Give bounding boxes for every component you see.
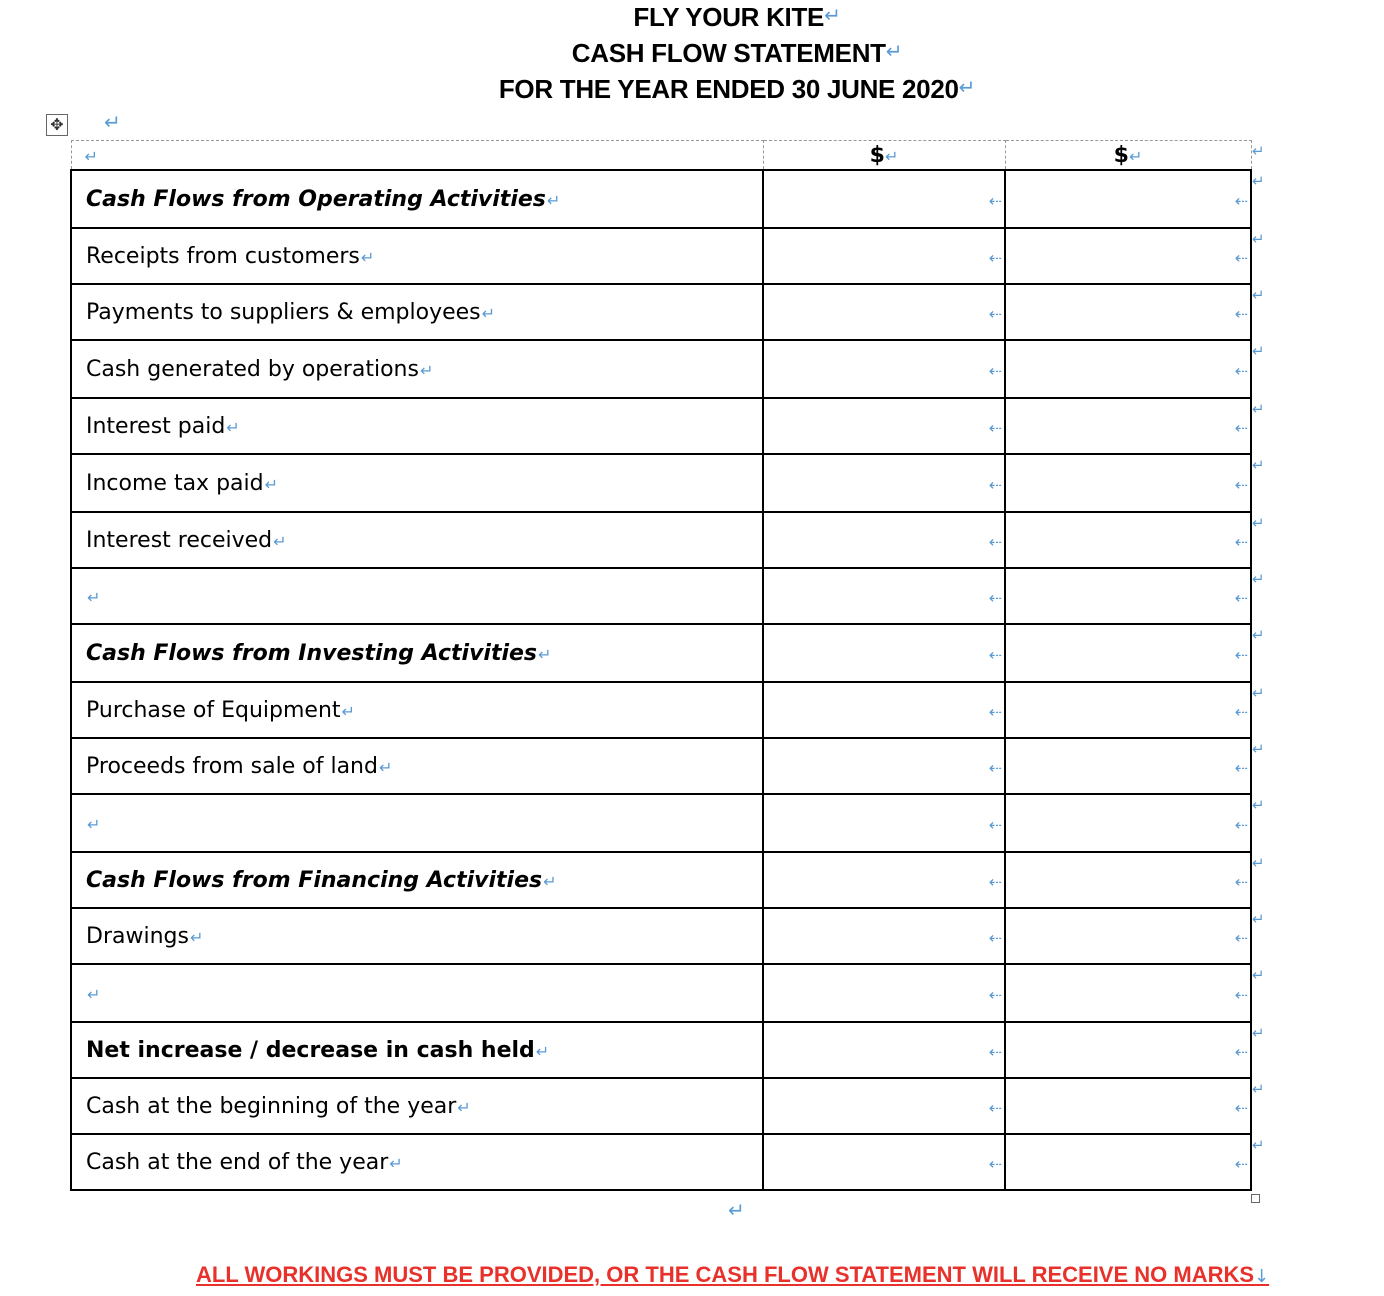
table-row xyxy=(71,1134,1251,1190)
amount-cell-1[interactable] xyxy=(763,1078,1005,1134)
row-label-cell[interactable] xyxy=(71,284,763,340)
cell-end-mark-icon: ⇠ xyxy=(988,304,1002,324)
row-label-cell[interactable] xyxy=(71,908,763,964)
cell-end-mark-icon: ⇠ xyxy=(1234,815,1248,835)
cell-end-mark-icon: ⇠ xyxy=(1234,1098,1248,1118)
row-label-cell[interactable] xyxy=(71,454,763,512)
row-label-cell[interactable] xyxy=(71,228,763,284)
paragraph-mark-icon: ↵ xyxy=(378,757,393,777)
row-end-mark-icon: ↵ xyxy=(1252,1024,1265,1042)
amount-cell-2[interactable] xyxy=(1005,682,1251,738)
cell-end-mark-icon: ⇠ xyxy=(1234,872,1248,892)
table-resize-handle-icon[interactable] xyxy=(1251,1194,1260,1203)
cell-end-mark-icon: ⇠ xyxy=(988,248,1002,268)
row-label: Cash generated by operations xyxy=(86,356,419,382)
row-label-cell[interactable] xyxy=(71,794,763,852)
amount-cell-2[interactable] xyxy=(1005,228,1251,284)
cell-end-mark-icon: ⇠ xyxy=(1234,361,1248,381)
row-end-mark-icon: ↵ xyxy=(1252,626,1265,644)
row-label: Interest received xyxy=(86,527,273,553)
paragraph-mark-icon: ↵ xyxy=(189,927,204,947)
amount-cell-1[interactable] xyxy=(763,454,1005,512)
row-end-mark-icon: ↵ xyxy=(1252,456,1265,474)
row-end-mark-icon: ↵ xyxy=(1252,1136,1265,1154)
cell-end-mark-icon: ⇠ xyxy=(1234,191,1248,211)
amount-cell-1[interactable] xyxy=(763,682,1005,738)
row-label-cell[interactable] xyxy=(71,170,763,228)
paragraph-mark-icon: ↵ xyxy=(389,1153,403,1173)
amount-cell-1[interactable] xyxy=(763,624,1005,682)
table-header-row xyxy=(71,141,1251,171)
cell-end-mark-icon: ⇠ xyxy=(1234,702,1248,722)
paragraph-mark-icon: ↵ xyxy=(273,531,287,551)
row-label: Proceeds from sale of land xyxy=(86,753,378,779)
paragraph-mark-icon: ↵ xyxy=(885,39,903,63)
paragraph-mark-icon: ↵ xyxy=(341,701,355,721)
paragraph-mark-icon: ↵ xyxy=(824,3,841,27)
amount-cell-2[interactable] xyxy=(1005,398,1251,454)
row-label-cell[interactable] xyxy=(71,738,763,794)
row-label: Payments to suppliers & employees xyxy=(86,299,481,325)
table-row xyxy=(71,908,1251,964)
amount-cell-2[interactable] xyxy=(1005,1078,1251,1134)
table-row xyxy=(71,512,1251,568)
amount-cell-2[interactable] xyxy=(1005,794,1251,852)
row-label-cell[interactable] xyxy=(71,682,763,738)
paragraph-mark-icon: ↵ xyxy=(481,303,496,323)
paragraph-mark-icon: ↵ xyxy=(84,146,98,166)
table-row xyxy=(71,738,1251,794)
row-label-cell[interactable] xyxy=(71,568,763,624)
row-label: Cash Flows from Operating Activities xyxy=(86,186,546,212)
row-end-mark-icon: ↵ xyxy=(1252,172,1265,190)
table-row xyxy=(71,228,1251,284)
cell-end-mark-icon: ⇠ xyxy=(1234,1154,1248,1174)
cell-end-mark-icon: ⇠ xyxy=(988,815,1002,835)
amount-cell-2[interactable] xyxy=(1005,852,1251,908)
amount-cell-1[interactable] xyxy=(763,398,1005,454)
paragraph-mark-icon: ↵ xyxy=(104,110,121,134)
row-end-mark-icon: ↵ xyxy=(1252,514,1265,532)
amount-cell-1[interactable] xyxy=(763,852,1005,908)
cash-flow-table xyxy=(70,140,1252,1191)
row-end-mark-icon: ↵ xyxy=(1252,286,1265,304)
amount-cell-1[interactable] xyxy=(763,170,1005,228)
amount-cell-2[interactable] xyxy=(1005,340,1251,398)
cell-end-mark-icon: ⇠ xyxy=(1234,304,1248,324)
cell-end-mark-icon: ⇠ xyxy=(988,191,1002,211)
amount-cell-2[interactable] xyxy=(1005,1134,1251,1190)
paragraph-mark-icon: ↵ xyxy=(728,1198,745,1222)
row-end-mark-icon: ↵ xyxy=(1252,142,1265,160)
amount-cell-2[interactable] xyxy=(1005,170,1251,228)
cell-end-mark-icon: ⇠ xyxy=(1234,985,1248,1005)
table-row xyxy=(71,568,1251,624)
paragraph-mark-icon: ↵ xyxy=(87,984,101,1004)
row-end-mark-icon: ↵ xyxy=(1252,570,1265,588)
amount-cell-2[interactable] xyxy=(1005,908,1251,964)
amount-cell-2[interactable] xyxy=(1005,568,1251,624)
row-end-mark-icon: ↵ xyxy=(1252,1080,1265,1098)
paragraph-mark-icon: ↵ xyxy=(457,1097,471,1117)
cell-end-mark-icon: ⇠ xyxy=(1234,475,1248,495)
cell-end-mark-icon: ⇠ xyxy=(988,1098,1002,1118)
workings-warning-note: ALL WORKINGS MUST BE PROVIDED, OR THE CASH FLOW STATEMENT WILL RECEIVE NO MARKS↓ xyxy=(196,1262,1270,1287)
row-label: Net increase / decrease in cash held xyxy=(86,1037,535,1063)
cell-end-mark-icon: ⇠ xyxy=(1234,1042,1248,1062)
row-label: Drawings xyxy=(86,923,189,949)
table-row xyxy=(71,964,1251,1022)
cell-end-mark-icon: ⇠ xyxy=(1234,248,1248,268)
cell-end-mark-icon: ⇠ xyxy=(988,361,1002,381)
header-amount-column-1[interactable]: $↵ xyxy=(763,141,1005,171)
cell-end-mark-icon: ⇠ xyxy=(988,1042,1002,1062)
paragraph-mark-icon: ↵ xyxy=(419,360,434,380)
row-label-cell[interactable] xyxy=(71,624,763,682)
paragraph-mark-icon: ↵ xyxy=(264,474,278,494)
paragraph-mark-icon: ↵ xyxy=(360,247,375,267)
table-row xyxy=(71,284,1251,340)
paragraph-mark-icon: ↵ xyxy=(535,1041,550,1061)
amount-cell-1[interactable] xyxy=(763,1134,1005,1190)
paragraph-mark-icon: ↵ xyxy=(546,190,561,210)
statement-period: FOR THE YEAR ENDED 30 JUNE 2020↵ xyxy=(498,74,976,104)
amount-cell-2[interactable] xyxy=(1005,512,1251,568)
cell-end-mark-icon: ⇠ xyxy=(988,702,1002,722)
row-label: Cash Flows from Investing Activities xyxy=(86,640,538,666)
cell-end-mark-icon: ⇠ xyxy=(1234,645,1248,665)
row-label-cell[interactable] xyxy=(71,1134,763,1190)
cell-end-mark-icon: ⇠ xyxy=(988,872,1002,892)
table-row xyxy=(71,454,1251,512)
row-label-cell[interactable] xyxy=(71,852,763,908)
amount-cell-2[interactable] xyxy=(1005,624,1251,682)
cell-end-mark-icon: ⇠ xyxy=(988,475,1002,495)
amount-cell-2[interactable] xyxy=(1005,284,1251,340)
cell-end-mark-icon: ⇠ xyxy=(988,928,1002,948)
amount-cell-2[interactable] xyxy=(1005,738,1251,794)
paragraph-mark-icon: ↵ xyxy=(226,417,240,437)
row-end-mark-icon: ↵ xyxy=(1252,740,1265,758)
company-name: FLY YOUR KITE↵ xyxy=(633,2,841,32)
paragraph-mark-icon: ↵ xyxy=(87,814,101,834)
statement-title: CASH FLOW STATEMENT↵ xyxy=(571,38,903,68)
cell-end-mark-icon: ⇠ xyxy=(988,588,1002,608)
cell-end-mark-icon: ⇠ xyxy=(988,418,1002,438)
table-row xyxy=(71,794,1251,852)
row-end-mark-icon: ↵ xyxy=(1252,854,1265,872)
table-move-handle-icon[interactable]: ✥ xyxy=(46,114,68,136)
cell-end-mark-icon: ⇠ xyxy=(988,985,1002,1005)
cash-flow-table-container xyxy=(70,140,1250,1191)
cell-end-mark-icon: ⇠ xyxy=(1234,588,1248,608)
row-label-cell[interactable] xyxy=(71,398,763,454)
paragraph-mark-icon: ↵ xyxy=(543,871,557,891)
header-amount-column-2[interactable]: $↵ xyxy=(1005,141,1251,171)
cell-end-mark-icon: ⇠ xyxy=(1234,418,1248,438)
row-end-mark-icon: ↵ xyxy=(1252,400,1265,418)
cell-end-mark-icon: ⇠ xyxy=(1234,928,1248,948)
table-row xyxy=(71,170,1251,228)
row-label: Income tax paid xyxy=(86,470,264,496)
row-end-mark-icon: ↵ xyxy=(1252,684,1265,702)
row-end-mark-icon: ↵ xyxy=(1252,230,1265,248)
amount-cell-1[interactable] xyxy=(763,512,1005,568)
row-label-cell[interactable] xyxy=(71,1022,763,1078)
cell-end-mark-icon: ⇠ xyxy=(988,645,1002,665)
row-end-mark-icon: ↵ xyxy=(1252,342,1265,360)
header-label-cell[interactable] xyxy=(71,141,763,171)
paragraph-mark-icon: ↵ xyxy=(1128,146,1143,166)
row-end-mark-icon: ↵ xyxy=(1252,966,1265,984)
row-label: Interest paid xyxy=(86,413,226,439)
cell-end-mark-icon: ⇠ xyxy=(988,758,1002,778)
amount-cell-1[interactable] xyxy=(763,738,1005,794)
line-break-mark-icon: ↓ xyxy=(1254,1266,1270,1287)
row-end-mark-icon: ↵ xyxy=(1252,796,1265,814)
amount-cell-1[interactable] xyxy=(763,1022,1005,1078)
row-label-cell[interactable] xyxy=(71,964,763,1022)
row-label: Cash Flows from Financing Activities xyxy=(86,867,543,893)
cell-end-mark-icon: ⇠ xyxy=(988,1154,1002,1174)
row-label: Receipts from customers xyxy=(86,243,360,269)
table-row xyxy=(71,340,1251,398)
row-label: Purchase of Equipment xyxy=(86,697,341,723)
amount-cell-1[interactable] xyxy=(763,794,1005,852)
table-row xyxy=(71,1078,1251,1134)
cell-end-mark-icon: ⇠ xyxy=(988,532,1002,552)
paragraph-mark-icon: ↵ xyxy=(884,146,899,166)
cell-end-mark-icon: ⇠ xyxy=(1234,758,1248,778)
paragraph-mark-icon: ↵ xyxy=(538,644,552,664)
table-row xyxy=(71,1022,1251,1078)
table-row xyxy=(71,682,1251,738)
table-row xyxy=(71,398,1251,454)
amount-cell-1[interactable] xyxy=(763,284,1005,340)
amount-cell-2[interactable] xyxy=(1005,964,1251,1022)
row-label: Cash at the end of the year xyxy=(86,1149,389,1175)
row-end-mark-icon: ↵ xyxy=(1252,910,1265,928)
table-row xyxy=(71,852,1251,908)
amount-cell-1[interactable] xyxy=(763,340,1005,398)
row-label-cell[interactable] xyxy=(71,1078,763,1134)
amount-cell-1[interactable] xyxy=(763,568,1005,624)
cell-end-mark-icon: ⇠ xyxy=(1234,532,1248,552)
amount-cell-2[interactable] xyxy=(1005,1022,1251,1078)
amount-cell-2[interactable] xyxy=(1005,454,1251,512)
paragraph-mark-icon: ↵ xyxy=(958,75,976,99)
row-label-cell[interactable] xyxy=(71,512,763,568)
row-label: Cash at the beginning of the year xyxy=(86,1093,457,1119)
amount-cell-1[interactable] xyxy=(763,228,1005,284)
row-label-cell[interactable] xyxy=(71,340,763,398)
amount-cell-1[interactable] xyxy=(763,964,1005,1022)
paragraph-mark-icon: ↵ xyxy=(87,587,101,607)
amount-cell-1[interactable] xyxy=(763,908,1005,964)
table-row xyxy=(71,624,1251,682)
